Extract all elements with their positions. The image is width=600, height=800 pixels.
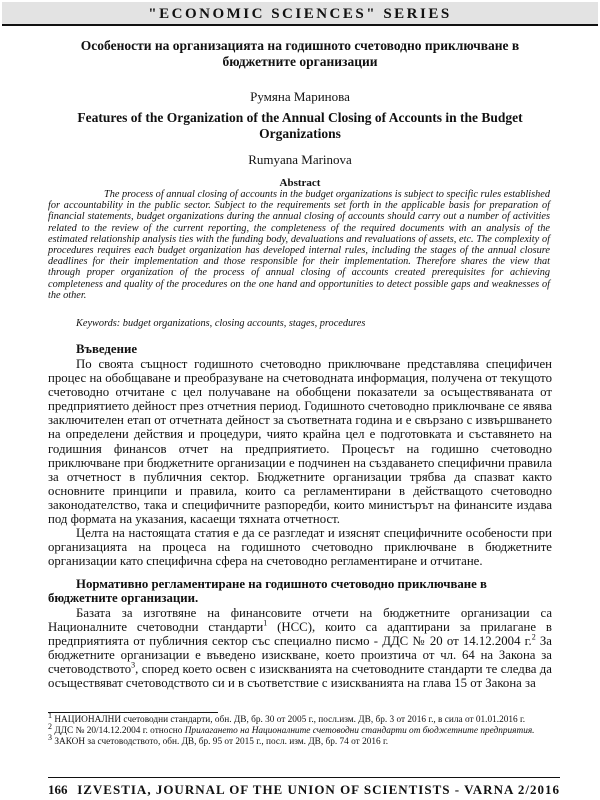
footnote-number: 1 <box>48 710 52 720</box>
footnote-number: 2 <box>48 722 52 732</box>
footnote-text: ДДС № 20/14.12.2004 г. относно <box>52 726 185 737</box>
footnote-separator <box>48 712 218 713</box>
abstract-heading: Abstract <box>279 177 321 189</box>
abstract-text: The process of annual closing of accounts in the budget organizations is subject to specific rules established for accountability in the public sector. Subject to the requirements set forth in the applicable basis for preparation of financial statements, budget organizations during the annual closing of accounts should carry out a number of activities related to the review of the current reporting, the completeness of the required documents with an analysis of the estimated relationship analysis ties with the funding body, devaluations and revaluations of assets, etc. The complexity of procedures requires each budget organization has developed internal rules, including the stages of the annual closure deadlines for their implementation and those responsible for their implementation. Therefore shares the view that through proper organization of the process of annual closing of accounts created prerequisites for achieving completeness and quality of the procedures on the one hand and opportunities to detect possible gaps and weaknesses of the other. <box>48 189 550 301</box>
regulation-paragraph <box>48 606 552 691</box>
title-english: Features of the Organization of the Annual Closing of Accounts in the Budget Organizations <box>77 110 523 141</box>
footnote-3 <box>48 733 552 748</box>
footnotes <box>48 710 552 749</box>
footnote-1 <box>48 710 552 726</box>
footnote-text: ЗАКОН за счетоводството, обн. ДВ, бр. 95 от 2015 г., посл. изм. ДВ, бр. 74 от 2016 г. <box>52 737 389 748</box>
section-heading-introduction: Въведение <box>76 342 137 356</box>
footnote-2 <box>48 722 552 737</box>
footnote-ref-3[interactable]: 3 <box>131 661 136 671</box>
journal-name: IZVESTIA, JOURNAL OF THE UNION OF SCIENTISTS - VARNA 2/2016 <box>77 782 560 797</box>
paragraph-text: (НСС), които са адаптирани за прилагане в предприятията от публичния сектор със специално писмо - ДДС № 20 от 14.12.2004 г. <box>48 620 552 649</box>
title-bulgarian: Особености на организацията на годишното счетоводно приключване в бюджетните организации <box>80 38 520 69</box>
keywords: Keywords: budget organizations, closing accounts, stages, procedures <box>76 318 366 329</box>
footnote-text: НАЦИОНАЛНИ счетоводни стандарти, обн. ДВ, бр. 30 от 2005 г., посл.изм. ДВ, бр. 3 от 2016 г., в сила от 01.01.2016 г. <box>52 715 526 725</box>
paragraph-text: , според което освен с изискванията на счетоводните стандарти те следва да осъществяват счетоводството си и в съответствие с изискванията на глава 15 от Закона за <box>48 662 552 691</box>
footnote-ref-1[interactable]: 1 <box>263 618 268 628</box>
author-english: Rumyana Marinova <box>248 152 352 167</box>
series-title: "ECONOMIC SCIENCES" SERIES <box>148 6 452 22</box>
footnote-italic-title: Прилагането на Националните счетоводни стандарти от бюджетните предприятия. <box>184 726 535 737</box>
page-footer <box>48 777 560 798</box>
intro-paragraph-2: Целта на настоящата статия е да се разгледат и изяснят специфичните особености при организацията на процеса на годишното счетоводно приключване в бюджетните организации като специфична сфера на счетоводно регламентиране и отчитане. <box>48 526 552 569</box>
author-bulgarian: Румяна Маринова <box>250 89 350 104</box>
paragraph-text: За бюджетните организации е въведено изискване, което произтича от чл. 64 на Закона за счетоводството <box>48 634 552 677</box>
footnote-number: 3 <box>48 733 52 743</box>
footnote-ref-2[interactable]: 2 <box>531 632 536 642</box>
intro-paragraph-1: По своята същност годишното счетоводно приключване представлява специфичен процес на обобщаване и преобразуване на счетоводната информация, получена от текущото счетоводно отчитане с цел получаване на обобщени показатели за осъществяваната от предприятието дейност през отчетния период. Годишното счетоводно приключване се явява заключителен етап от отчетната дейност за съответната година и е свързано с извършването на определени действия и процедури, чиято крайна цел е подготовката и съставянето на годишния финансов отчет на предприятието. Процесът на годишно счетоводно приключване при бюджетните организации е подчинен на създаването специфични правила за отчетност в публичния сектор. Бюджетните организации трябва да спазват както основните принципи и правила, които са регламентирани в действащото счетоводно законодателство, така и специфичните разпоредби, които министърът на финансите издава под формата на указания, касаещи тяхната отчетност. <box>48 357 552 527</box>
paragraph-text: Базата за изготвяне на финансовите отчети на бюджетните организации са Националните счетоводни стандарти <box>48 606 552 635</box>
series-header <box>2 2 598 26</box>
page-number: 166 <box>48 782 68 797</box>
section-heading-regulation: Нормативно регламентиране на годишното счетоводно приключване в бюджетните организации. <box>48 577 487 605</box>
